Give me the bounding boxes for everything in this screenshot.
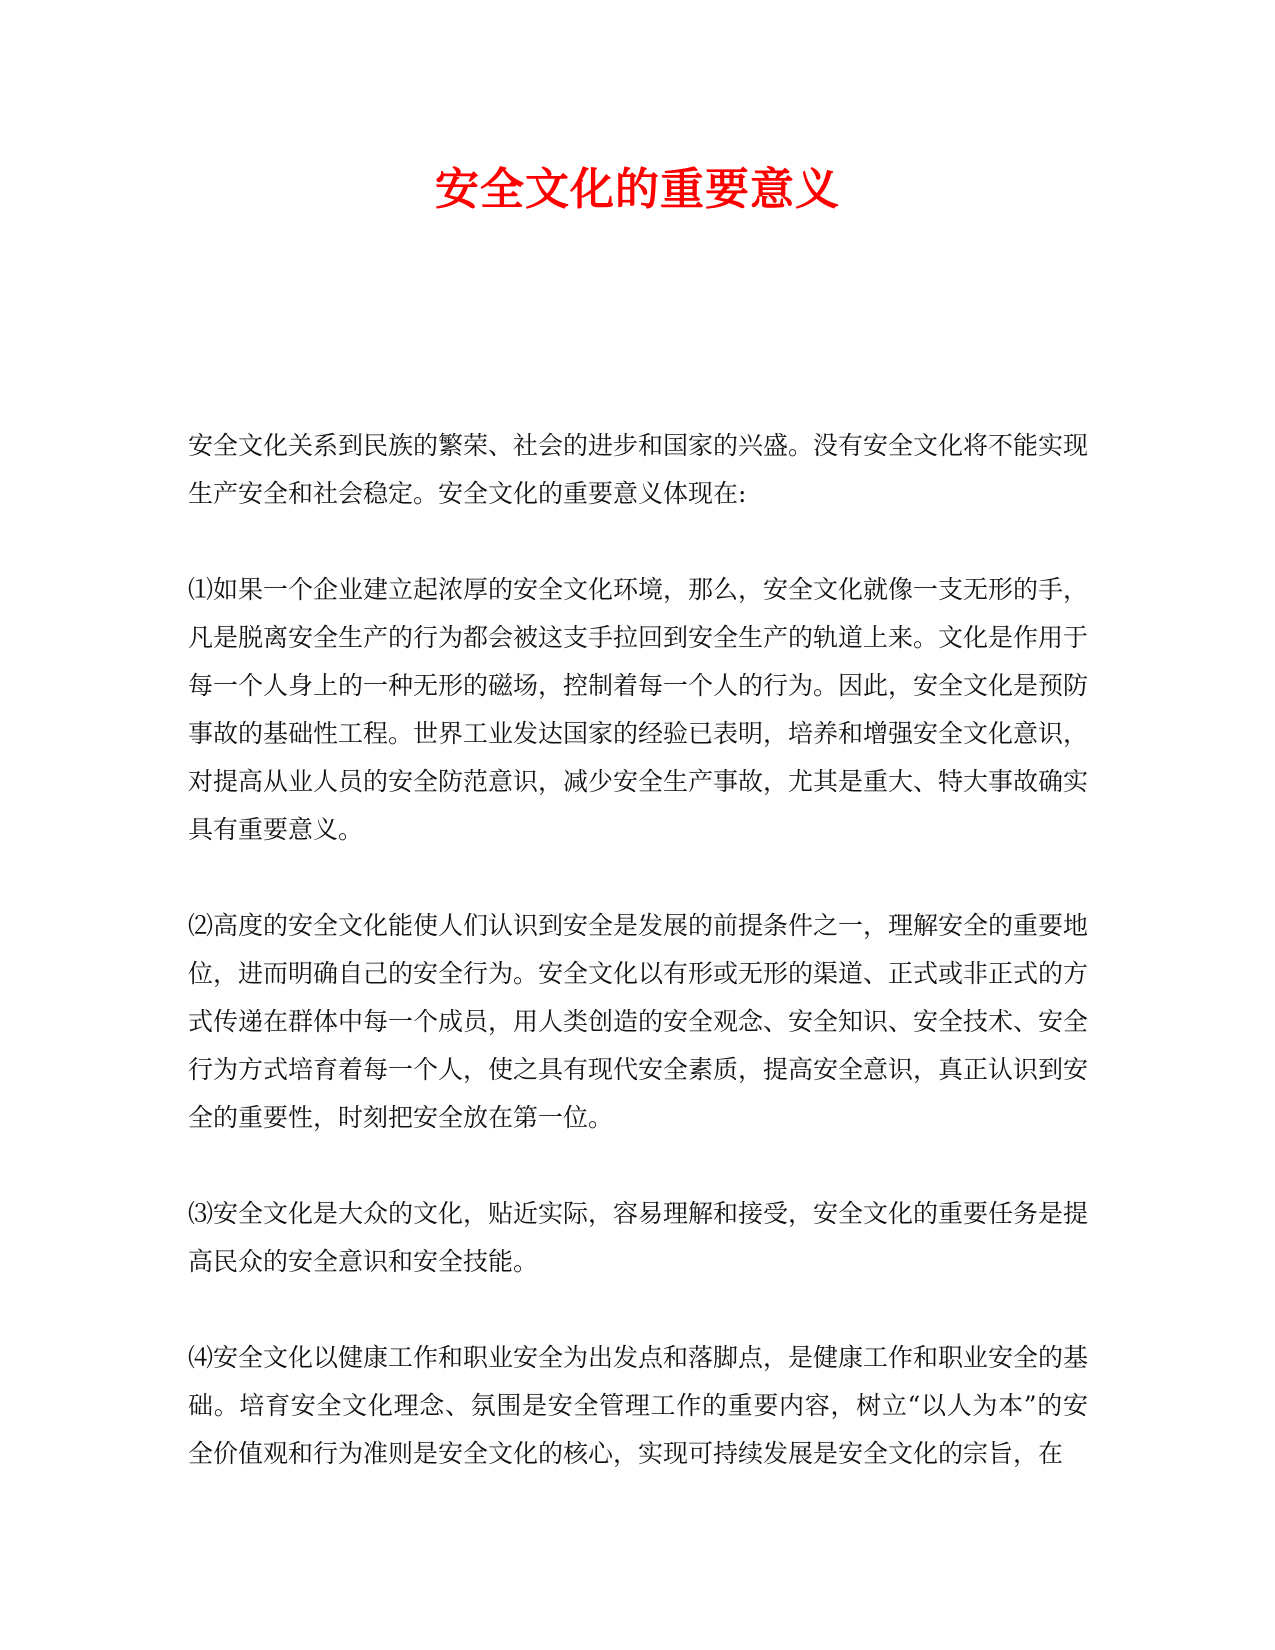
point-4-paragraph: ⑷安全文化以健康工作和职业安全为出发点和落脚点，是健康工作和职业安全的基础。培育安全文化理念、氛围是安全管理工作的重要内容，树立“以人为本”的安全价值观和行为准则是安全文化的核心，实现可持续发展是安全文化的宗旨，在 <box>188 1343 1089 1468</box>
point-1-paragraph: ⑴如果一个企业建立起浓厚的安全文化环境，那么，安全文化就像一支无形的手，凡是脱离安全生产的行为都会被这支手拉回到安全生产的轨道上来。文化是作用于每一个人身上的一种无形的磁场，控制着每一个人的行为。因此，安全文化是预防事故的基础性工程。世界工业发达国家的经验已表明，培养和增强安全文化意识，对提高从业人员的安全防范意识，减少安全生产事故，尤其是重大、特大事故确实具有重要意义。 <box>188 575 1089 844</box>
document-body <box>188 422 1088 1526</box>
point-3-paragraph: ⑶安全文化是大众的文化，贴近实际，容易理解和接受，安全文化的重要任务是提高民众的安全意识和安全技能。 <box>188 1199 1089 1276</box>
intro-paragraph: 安全文化关系到民族的繁荣、社会的进步和国家的兴盛。没有安全文化将不能实现生产安全和社会稳定。安全文化的重要意义体现在: <box>188 431 1089 508</box>
page-title: 安全文化的重要意义 <box>435 164 840 215</box>
point-2-paragraph: ⑵高度的安全文化能使人们认识到安全是发展的前提条件之一，理解安全的重要地位，进而明确自己的安全行为。安全文化以有形或无形的渠道、正式或非正式的方式传递在群体中每一个成员，用人类创造的安全观念、安全知识、安全技术、安全行为方式培育着每一个人，使之具有现代安全素质，提高安全意识，真正认识到安全的重要性，时刻把安全放在第一位。 <box>188 911 1089 1132</box>
